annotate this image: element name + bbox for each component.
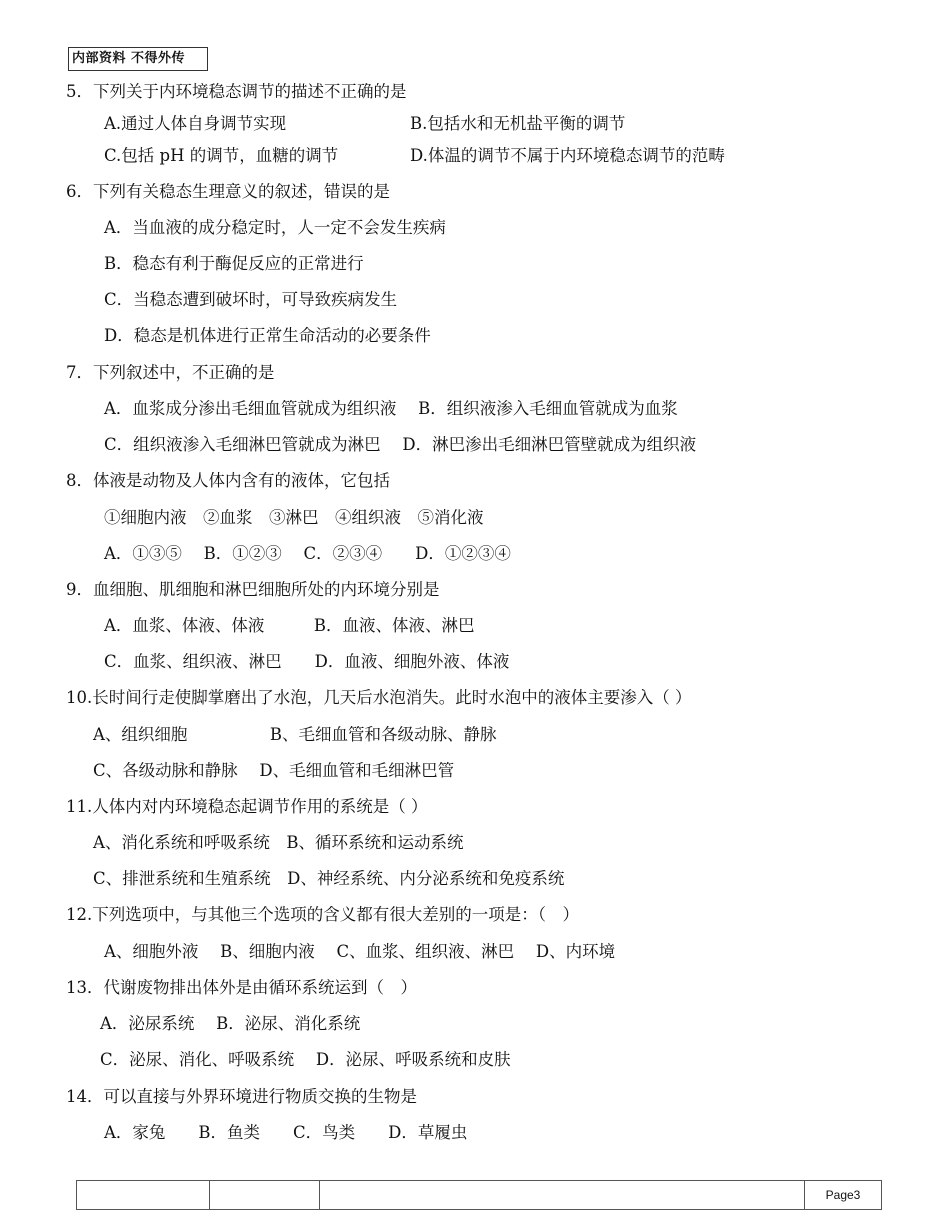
question-14-options: A．家兔 B．鱼类 C．鸟类 D．草履虫 [104, 1123, 468, 1142]
question-11-options-cd: C、排泄系统和生殖系统 D、神经系统、内分泌系统和免疫系统 [93, 869, 565, 888]
question-14-stem: 14．可以直接与外界环境进行物质交换的生物是 [66, 1087, 417, 1106]
page-number: Page3 [825, 1188, 861, 1202]
confidential-stamp: 内部资料 不得外传 [68, 47, 208, 71]
footer-cell [77, 1181, 210, 1209]
question-5-option-a: A.通过人体自身调节实现 [104, 114, 287, 133]
question-11-options-ab: A、消化系统和呼吸系统 B、循环系统和运动系统 [93, 833, 464, 852]
footer-table [76, 1180, 882, 1210]
footer-cell [320, 1181, 805, 1209]
question-8-stem: 8．体液是动物及人体内含有的液体，它包括 [66, 471, 390, 490]
question-7-stem: 7．下列叙述中，不正确的是 [66, 363, 275, 382]
question-13-options-ab: A．泌尿系统 B．泌尿、消化系统 [100, 1014, 361, 1033]
question-6-option-c: C．当稳态遭到破坏时，可导致疾病发生 [104, 290, 398, 309]
question-9-options-cd: C．血浆、组织液、淋巴 D．血液、细胞外液、体液 [104, 652, 510, 671]
question-6-stem: 6．下列有关稳态生理意义的叙述，错误的是 [66, 182, 390, 201]
question-11-stem: 11.人体内对内环境稳态起调节作用的系统是（ ） [66, 797, 428, 816]
question-9-stem: 9．血细胞、肌细胞和淋巴细胞所处的内环境分别是 [66, 580, 440, 599]
question-5-stem: 5．下列关于内环境稳态调节的描述不正确的是 [66, 82, 407, 101]
question-5-option-c: C.包括 pH 的调节，血糖的调节 [104, 146, 339, 165]
question-13-options-cd: C．泌尿、消化、呼吸系统 D．泌尿、呼吸系统和皮肤 [100, 1050, 511, 1069]
question-9-options-ab: A．血浆、体液、体液 B．血液、体液、淋巴 [104, 616, 475, 635]
question-6-option-d: D．稳态是机体进行正常生命活动的必要条件 [104, 326, 431, 345]
question-7-options-ab: A．血浆成分渗出毛细血管就成为组织液 B．组织液渗入毛细血管就成为血浆 [104, 399, 678, 418]
question-10-stem: 10.长时间行走使脚掌磨出了水泡，几天后水泡消失。此时水泡中的液体主要渗入（ ） [66, 688, 692, 707]
question-6-option-a: A．当血液的成分稳定时，人一定不会发生疾病 [104, 218, 446, 237]
question-10-options-ab: A、组织细胞 B、毛细血管和各级动脉、静脉 [93, 725, 497, 744]
question-8-options: A．①③⑤ B．①②③ C．②③④ D．①②③④ [104, 544, 511, 563]
question-12-stem: 12.下列选项中，与其他三个选项的含义都有很大差别的一项是：（ ） [66, 905, 579, 924]
footer-cell [210, 1181, 320, 1209]
question-5-option-b: B.包括水和无机盐平衡的调节 [410, 114, 626, 133]
question-6-option-b: B．稳态有利于酶促反应的正常进行 [104, 254, 364, 273]
question-8-items: ①细胞内液 ②血浆 ③淋巴 ④组织液 ⑤消化液 [104, 508, 484, 527]
question-10-options-cd: C、各级动脉和静脉 D、毛细血管和毛细淋巴管 [93, 761, 455, 780]
question-7-options-cd: C．组织液渗入毛细淋巴管就成为淋巴 D．淋巴渗出毛细淋巴管壁就成为组织液 [104, 435, 697, 454]
question-13-stem: 13．代谢废物排出体外是由循环系统运到（ ） [66, 978, 417, 997]
question-5-option-d: D.体温的调节不属于内环境稳态调节的范畴 [410, 146, 725, 165]
question-12-options: A、细胞外液 B、细胞内液 C、血浆、组织液、淋巴 D、内环境 [104, 942, 616, 961]
